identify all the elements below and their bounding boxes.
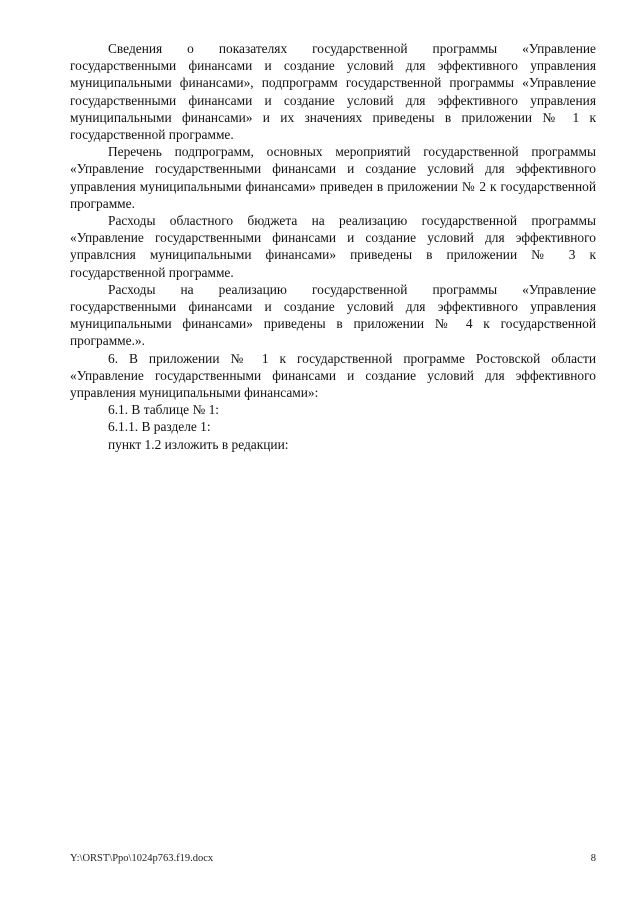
paragraph-subprograms-list: Перечень подпрограмм, основных мероприятий государственной программы «Управление государственными финансами и создание условий для эффективного управления муниципальными финансами» приведен в приложении № 2 к государственной программе. <box>70 144 596 211</box>
item-section-1: 6.1.1. В разделе 1: <box>108 419 211 435</box>
footer-file-path: Y:\ORST\Ppo\1024p763.f19.docx <box>70 853 214 864</box>
paragraph-regional-budget-expenses: Расходы областного бюджета на реализацию государственной программы «Управление государственными финансами и создание условий для эффективного управлсния муниципальными финансами» приведены в приложении № 3 к государственной программе. <box>70 213 596 280</box>
document-body <box>70 40 596 453</box>
item-clause-1-2: пункт 1.2 изложить в редакции: <box>108 436 289 452</box>
paragraph-indicators-info: Сведения о показателях государственной программы «Управление государственными финансами и создание условий для эффективного управления муниципальными финансами», подпрограмм государственной программы «Управление государственными финансами и создание условий для эффективного управления муниципальными финансами» и их значениях приведены в приложении № 1 к государственной программе. <box>70 41 596 143</box>
page-number: 8 <box>590 853 596 864</box>
paragraph-appendix-amendment: 6. В приложении № 1 к государственной программе Ростовской области «Управление государственными финансами и создание условий для эффективного управления муниципальными финансами»: <box>70 350 596 401</box>
paragraph-program-expenses: Расходы на реализацию государственной программы «Управление государственными финансами и создание условий для эффективного управления муниципальными финансами» приведены в приложении № 4 к государственной программе.». <box>70 281 596 349</box>
item-table-1: 6.1. В таблице № 1: <box>108 402 219 418</box>
